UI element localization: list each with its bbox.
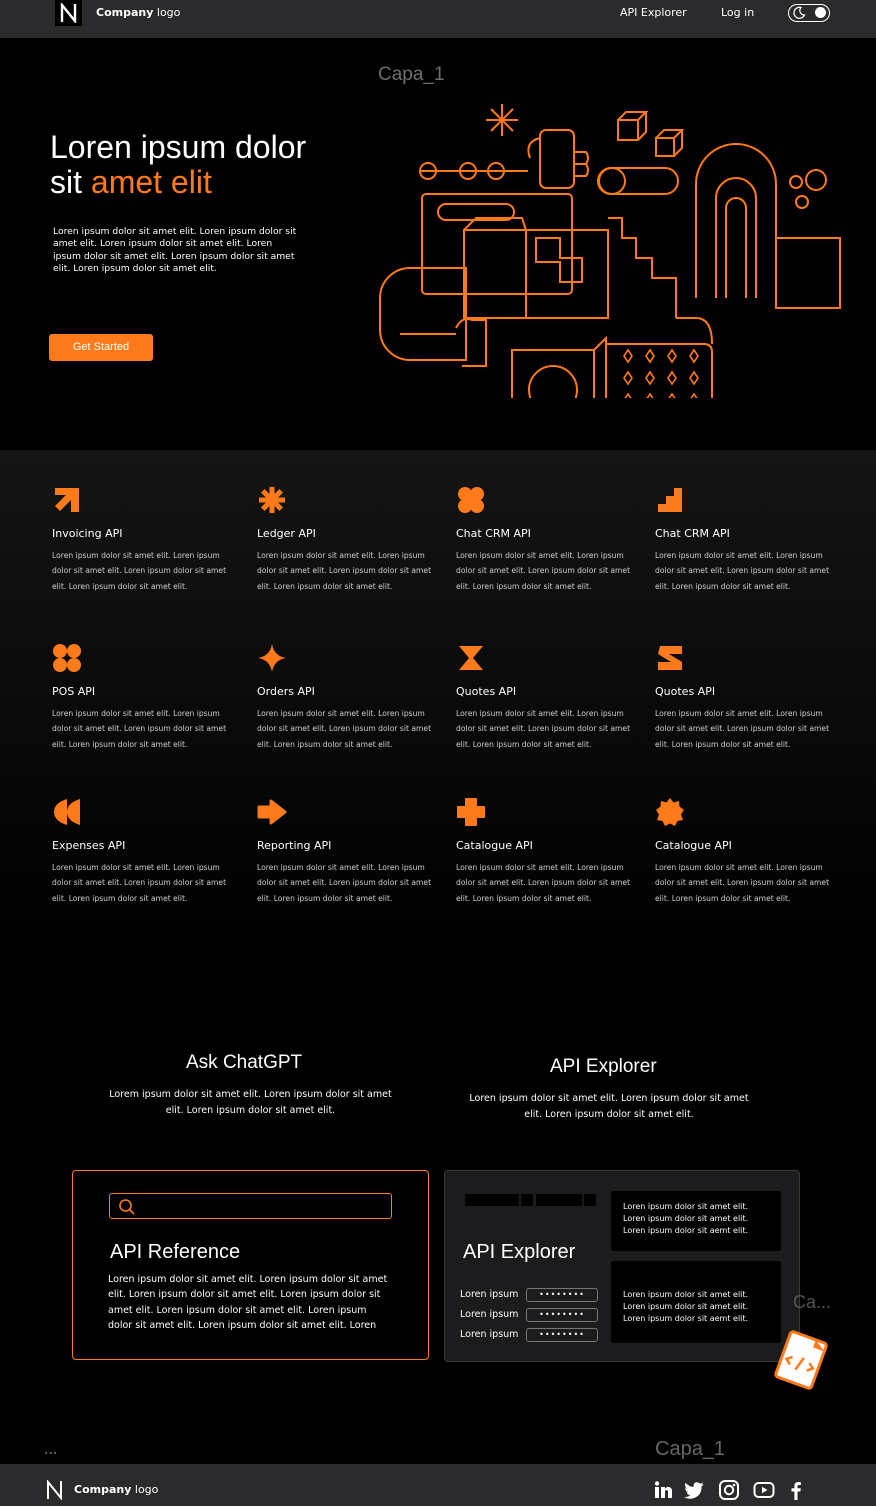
field-label: Loren ipsum — [460, 1309, 519, 1320]
api-card-description: Loren ipsum dolor sit amet elit. Loren ipsum dolor sit amet elit. Loren ipsum dolor sit amet elit. Loren ipsum dolor sit amet elit. — [52, 709, 227, 749]
tab-placeholder[interactable] — [521, 1194, 533, 1206]
code-file-icon[interactable] — [772, 1330, 830, 1390]
password-field[interactable]: •••••••• — [526, 1288, 598, 1302]
badge-icon — [655, 797, 685, 827]
nav-link-api-explorer[interactable]: API Explorer — [620, 6, 687, 19]
hero-description: Loren ipsum dolor sit amet elit. Loren ipsum dolor sit amet elit. Loren ipsum dolor sit amet elit. Loren ipsum dolor sit amet elit. Loren ipsum dolor sit amet elit. Loren ipsum dolor sit amet elit. — [53, 226, 297, 275]
sparkle-icon — [257, 643, 287, 673]
api-explorer-title: API Explorer — [550, 1056, 657, 1077]
arrow-up-right-icon — [52, 485, 82, 515]
password-field[interactable]: •••••••• — [526, 1328, 598, 1342]
api-card-title: Ledger API — [257, 527, 316, 540]
plus-icon — [456, 797, 486, 827]
api-card-description: Loren ipsum dolor sit amet elit. Loren ipsum dolor sit amet elit. Loren ipsum dolor sit amet elit. Loren ipsum dolor sit amet elit. — [456, 709, 631, 749]
response-panel-bottom: Loren ipsum dolor sit amet elit. Loren ipsum dolor sit amet elit. Loren ipsum dolor sit aemt elit. — [611, 1261, 781, 1343]
api-reference-description: Loren ipsum dolor sit amet elit. Loren ipsum dolor sit amet elit. Loren ipsum dolor sit amet elit. Loren ipsum dolor sit amet elit. Loren ipsum dolor sit amet elit. Loren ipsum dolor sit amet elit. Loren ipsum dolor sit amet elit. Loren — [108, 1274, 388, 1332]
api-card-title: Expenses API — [52, 839, 126, 852]
ask-chatgpt-description: Lorem ipsum dolor sit amet elit. Loren ipsum dolor sit amet elit. Loren ipsum dolor sit amet elit. — [109, 1089, 392, 1116]
api-reference-title: API Reference — [110, 1241, 241, 1263]
api-card-description: Loren ipsum dolor sit amet elit. Loren ipsum dolor sit amet elit. Loren ipsum dolor sit amet elit. Loren ipsum dolor sit amet elit. — [456, 863, 631, 903]
company-logo-text[interactable]: Company logo — [96, 6, 181, 19]
instagram-icon[interactable] — [718, 1479, 740, 1501]
api-card-title: Chat CRM API — [655, 527, 730, 540]
tab-placeholder[interactable] — [536, 1194, 582, 1206]
api-card-description: Loren ipsum dolor sit amet elit. Loren ipsum dolor sit amet elit. Loren ipsum dolor sit amet elit. Loren ipsum dolor sit amet elit. — [52, 863, 227, 903]
search-icon — [118, 1198, 136, 1216]
api-card-title: Invoicing API — [52, 527, 123, 540]
twitter-icon[interactable] — [683, 1479, 705, 1501]
toggle-knob — [815, 7, 826, 18]
api-card-description: Loren ipsum dolor sit amet elit. Loren ipsum dolor sit amet elit. Loren ipsum dolor sit amet elit. Loren ipsum dolor sit amet elit. — [257, 709, 432, 749]
field-label: Loren ipsum — [460, 1329, 519, 1340]
api-card-description: Loren ipsum dolor sit amet elit. Loren ipsum dolor sit amet elit. Loren ipsum dolor sit amet elit. Loren ipsum dolor sit amet elit. — [456, 551, 631, 591]
nav-link-login[interactable]: Log in — [721, 6, 755, 19]
api-card-title: Reporting API — [257, 839, 332, 852]
youtube-icon[interactable] — [753, 1479, 775, 1501]
api-card-title: Chat CRM API — [456, 527, 531, 540]
logo-n-icon[interactable] — [46, 1480, 64, 1500]
layer-label: Capa_1 — [378, 64, 445, 85]
layer-label: Ca... — [793, 1292, 832, 1312]
get-started-button[interactable]: Get Started — [49, 334, 153, 361]
api-card-description: Loren ipsum dolor sit amet elit. Loren ipsum dolor sit amet elit. Loren ipsum dolor sit amet elit. Loren ipsum dolor sit amet elit. — [52, 551, 227, 591]
api-card-title: Quotes API — [456, 685, 517, 698]
api-card-title: Quotes API — [655, 685, 716, 698]
flower-icon — [456, 485, 486, 515]
hourglass-icon — [456, 643, 486, 673]
api-card-title: Catalogue API — [655, 839, 732, 852]
hero-section — [0, 38, 876, 450]
api-card-description: Loren ipsum dolor sit amet elit. Loren ipsum dolor sit amet elit. Loren ipsum dolor sit amet elit. Loren ipsum dolor sit amet elit. — [257, 863, 432, 903]
stairs-icon — [655, 485, 685, 515]
layer-label: Capa_1 — [655, 1438, 726, 1460]
moon-icon — [792, 6, 806, 20]
company-logo[interactable] — [55, 0, 82, 26]
top-nav — [0, 0, 876, 38]
arrow-right-icon — [257, 797, 287, 827]
tab-placeholder[interactable] — [465, 1194, 519, 1206]
logo-n-icon — [60, 3, 77, 23]
api-card-description: Loren ipsum dolor sit amet elit. Loren ipsum dolor sit amet elit. Loren ipsum dolor sit amet elit. Loren ipsum dolor sit amet elit. — [655, 709, 830, 749]
s-shape-icon — [655, 643, 685, 673]
footer — [0, 1464, 876, 1506]
response-panel-top: Loren ipsum dolor sit amet elit. Loren ipsum dolor sit amet elit. Loren ipsum dolor sit aemt elit. — [611, 1191, 781, 1251]
api-card-title: Orders API — [257, 685, 315, 698]
asterisk-icon — [257, 485, 287, 515]
api-card-description: Loren ipsum dolor sit amet elit. Loren ipsum dolor sit amet elit. Loren ipsum dolor sit amet elit. Loren ipsum dolor sit amet elit. — [257, 551, 432, 591]
theme-toggle[interactable] — [788, 4, 830, 22]
api-explorer-description: Loren ipsum dolor sit amet elit. Loren ipsum dolor sit amet elit. Loren ipsum dolor sit amet elit. — [469, 1093, 749, 1120]
footer-logo-text[interactable]: Company logo — [74, 1483, 159, 1496]
linkedin-icon[interactable] — [652, 1479, 674, 1501]
api-explorer-card[interactable] — [444, 1170, 800, 1362]
field-label: Loren ipsum — [460, 1289, 519, 1300]
tab-placeholder[interactable] — [584, 1194, 596, 1206]
api-card-title: Catalogue API — [456, 839, 533, 852]
quote-mark-icon — [52, 797, 82, 827]
api-card-description: Loren ipsum dolor sit amet elit. Loren ipsum dolor sit amet elit. Loren ipsum dolor sit amet elit. Loren ipsum dolor sit amet elit. — [655, 863, 830, 903]
hero-illustration — [376, 98, 844, 398]
api-reference-card[interactable] — [72, 1170, 429, 1360]
api-explorer-card-title: API Explorer — [463, 1241, 576, 1263]
api-card-title: POS API — [52, 685, 96, 698]
hero-title: Loren ipsum dolor sit amet elit — [50, 129, 307, 200]
facebook-icon[interactable] — [785, 1479, 807, 1501]
api-card-description: Loren ipsum dolor sit amet elit. Loren ipsum dolor sit amet elit. Loren ipsum dolor sit amet elit. Loren ipsum dolor sit amet elit. — [655, 551, 830, 591]
search-input[interactable] — [109, 1193, 392, 1219]
ask-chatgpt-title: Ask ChatGPT — [186, 1052, 303, 1073]
four-circles-icon — [52, 643, 82, 673]
password-field[interactable]: •••••••• — [526, 1308, 598, 1322]
more-indicator: ... — [44, 1442, 58, 1458]
